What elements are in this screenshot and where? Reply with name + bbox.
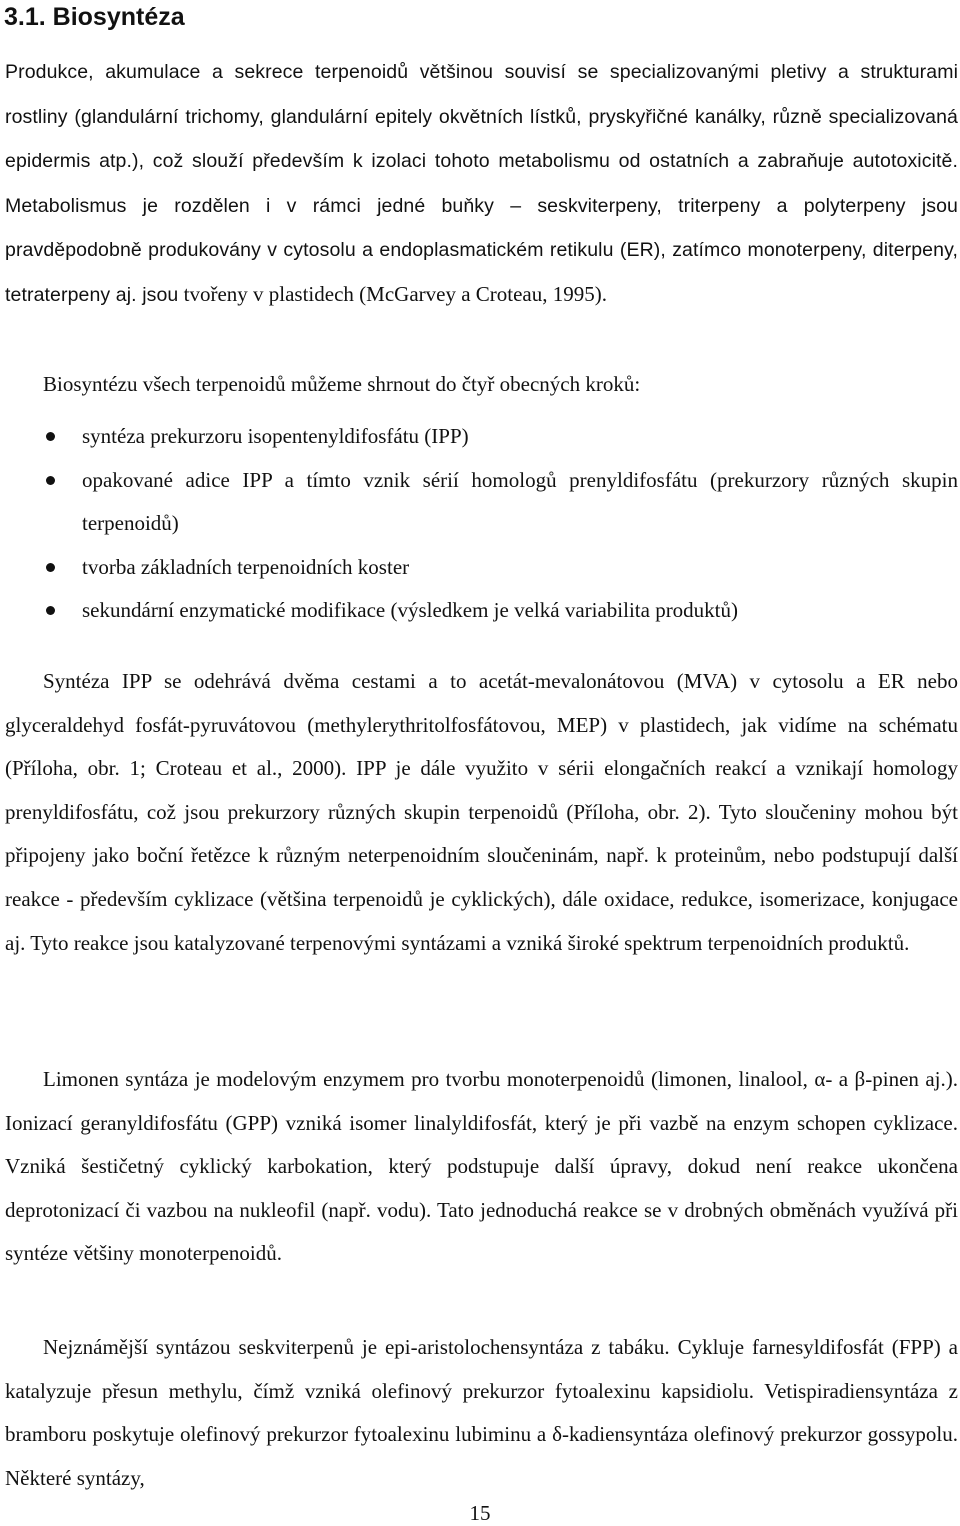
biosynthesis-steps-list	[5, 415, 958, 633]
list-item-text: opakované adice IPP a tímto vznik sérií homologů prenyldifosfátu (prekurzory různých skupin terpenoidů)	[82, 467, 958, 536]
list-item	[5, 415, 958, 459]
paragraph-localization-sans-text: Produkce, akumulace a sekrece terpenoidů většinou souvisí se specializovanými pletivy a strukturami rostliny (glandulární trichomy, glandulární epitely okvětních lístků, pryskyřičné kanálky, různě specializovaná epidermis atp.), což slouží především k izolaci tohoto metabolismu od ostatních a zabraňuje autotoxicitě. Metabolismus je rozdělen i v rámci jedné buňky – seskviterpeny, triterpeny a polyterpeny jsou pravděpodobně produkovány v cytosolu a endoplasmatickém retikulu (ER), zatímco monoterpeny, diterpeny, tetraterpeny aj. jsou	[5, 61, 958, 306]
list-item-text: tvorba základních terpenoidních koster	[82, 554, 410, 579]
paragraph-ipp-synthesis: Syntéza IPP se odehrává dvěma cestami a to acetát-mevalonátovou (MVA) v cytosolu a ER nebo glyceraldehyd fosfát-pyruvátovou (methylerythritolfosfátovou, MEP) v plastidech, jak vidíme na schématu (Příloha, obr. 1; Croteau et al., 2000). IPP je dále využito v sérii elongačních reakcí a vznikají homology prenyldifosfátu, což jsou prekurzory různých skupin terpenoidů (Příloha, obr. 2). Tyto sloučeniny mohou být připojeny jako boční řetězce k různým neterpenoidním sloučeninám, např. k proteinům, nebo podstupují další reakce - především cyklizace (většina terpenoidů je cyklických), dále oxidace, redukce, isomerizace, konjugace aj. Tyto reakce jsou katalyzované terpenovými syntázami a vzniká široké spektrum terpenoidních produktů.	[5, 669, 958, 955]
bullet-icon	[46, 432, 55, 441]
paragraph-localization-serif-text: tvořeny v plastidech (McGarvey a Croteau, 1995).	[183, 281, 607, 306]
list-item-text: sekundární enzymatické modifikace (výsledkem je velká variabilita produktů)	[82, 598, 739, 623]
list-item-text: syntéza prekurzoru isopentenyldifosfátu (IPP)	[82, 424, 469, 448]
paragraph-sesquiterpene-synthases: Nejznámější syntázou seskviterpenů je epi-aristolochensyntáza z tabáku. Cykluje farnesyldifosfát (FPP) a katalyzuje přesun methylu, čímž vzniká olefinový prekurzor fytoalexinu kapsidiolu. Vetispiradiensyntáza z bramboru poskytuje olefinový prekurzor fytoalexinu lubiminu a δ-kadiensyntáza olefinový prekurzor gossypolu. Některé syntázy,	[5, 1335, 958, 1490]
bullet-icon	[46, 476, 55, 485]
paragraph-steps-intro: Biosyntézu všech terpenoidů můžeme shrnout do čtyř obecných kroků:	[43, 372, 641, 396]
list-item	[5, 589, 958, 633]
bullet-icon	[46, 563, 55, 572]
bullet-icon	[46, 606, 55, 615]
section-heading: 3.1. Biosyntéza	[4, 3, 185, 31]
list-item	[5, 546, 958, 590]
paragraph-limonen-synthase: Limonen syntáza je modelovým enzymem pro tvorbu monoterpenoidů (limonen, linalool, α- a β-pinen aj.). Ionizací geranyldifosfátu (GPP) vzniká isomer linalyldifosfát, který je při vazbě na enzym schopen cyklizace. Vzniká šestičetný cyklický karbokation, který podstupuje další úpravy, dokud není reakce ukončena deprotonizací či vazbou na nukleofil (např. vodu). Tato jednoduchá reakce se v drobných obměnách využívá při syntéze většiny monoterpenoidů.	[5, 1067, 958, 1266]
paragraph-localization	[5, 50, 958, 318]
page-number: 15	[469, 1501, 491, 1525]
list-item	[5, 459, 958, 546]
